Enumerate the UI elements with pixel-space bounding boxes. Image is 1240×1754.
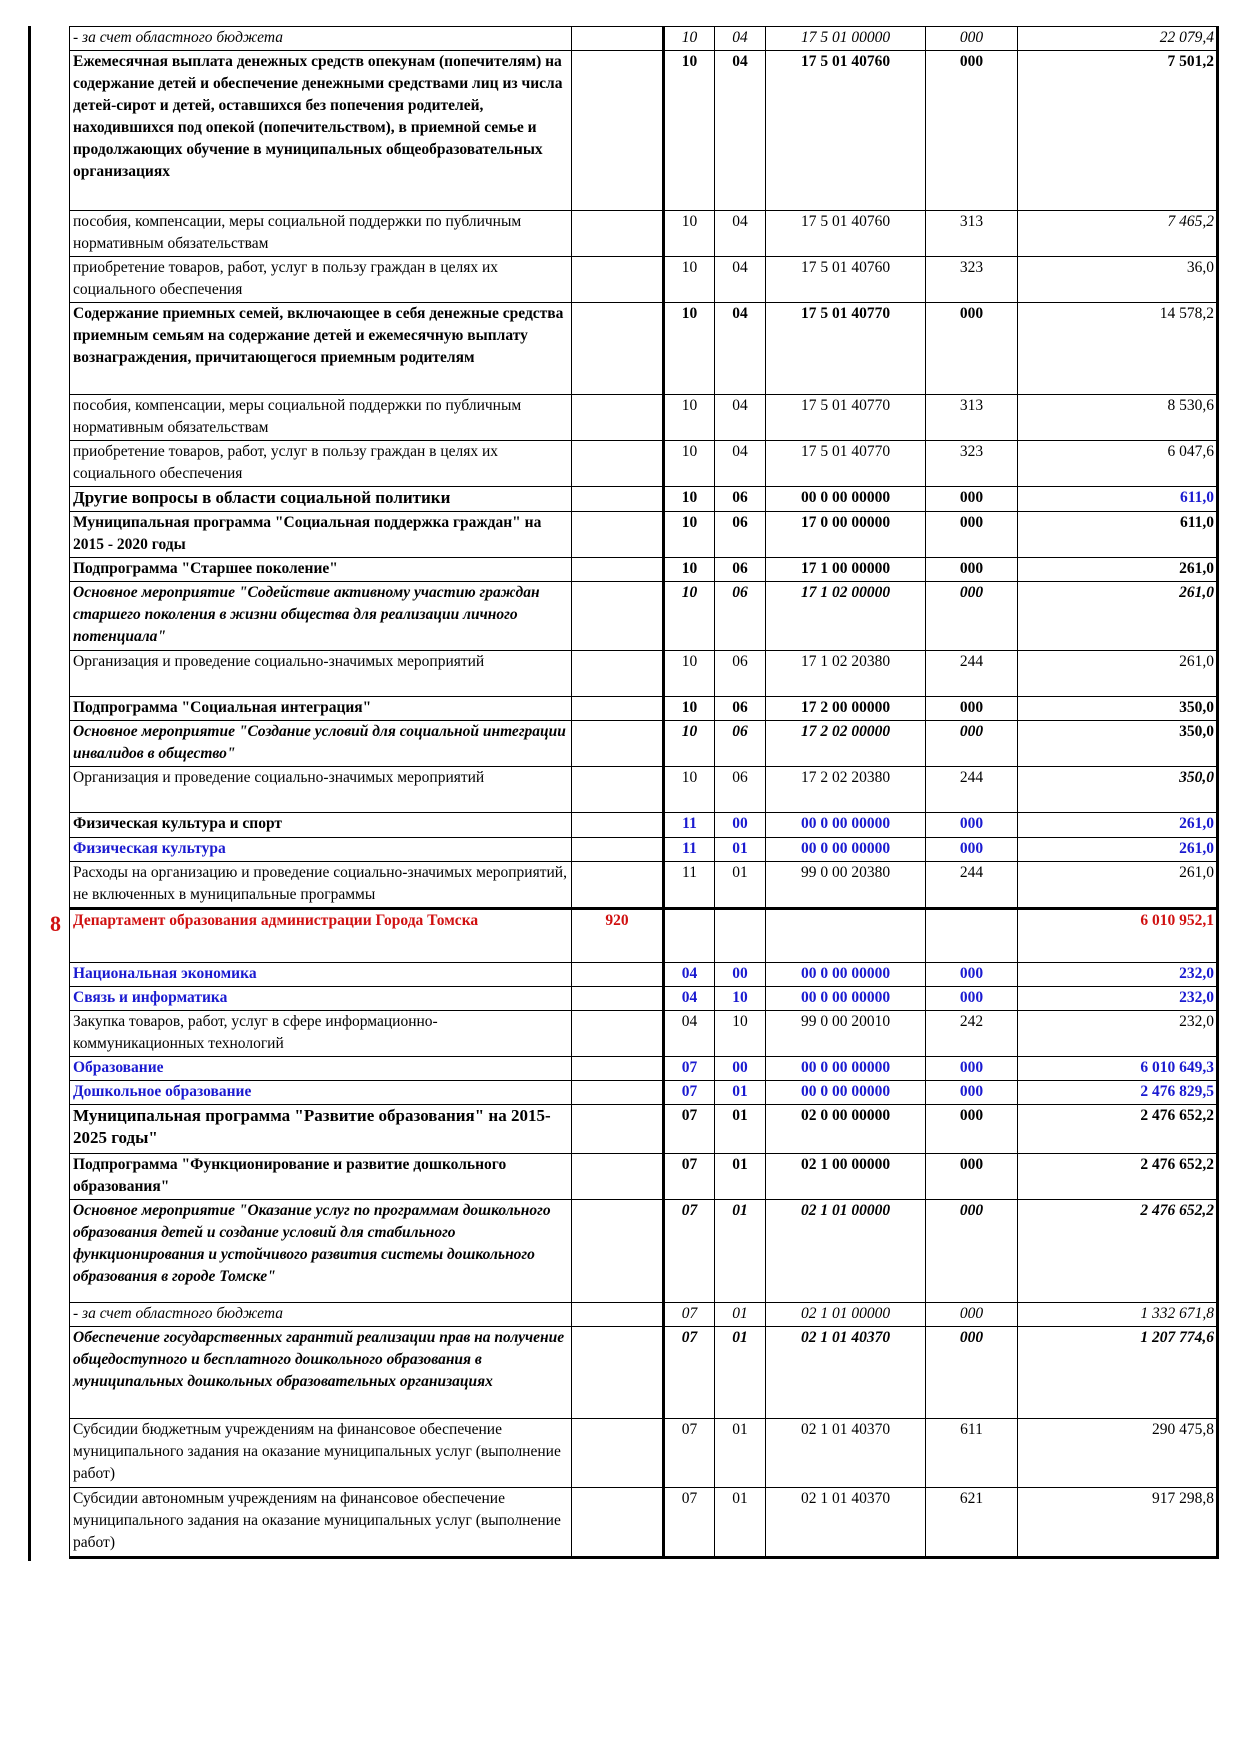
row-vr: 000 <box>926 512 1018 558</box>
row-name: пособия, компенсации, меры социальной поддержки по публичным нормативным обязательствам <box>70 211 572 257</box>
table-row <box>70 813 1218 838</box>
row-pr: 06 <box>715 582 766 651</box>
row-amount: 232,0 <box>1018 963 1218 987</box>
row-pr: 01 <box>715 1303 766 1327</box>
row-ved <box>572 1327 664 1419</box>
row-rz: 10 <box>664 303 715 395</box>
row-pr: 10 <box>715 987 766 1011</box>
row-ved <box>572 1057 664 1081</box>
row-ved <box>572 512 664 558</box>
row-amount: 6 010 649,3 <box>1018 1057 1218 1081</box>
row-rz: 10 <box>664 395 715 441</box>
row-amount: 2 476 652,2 <box>1018 1105 1218 1154</box>
row-csr: 17 2 00 00000 <box>766 697 926 721</box>
table-row <box>70 909 1218 963</box>
row-ved <box>572 1105 664 1154</box>
row-csr: 02 0 00 00000 <box>766 1105 926 1154</box>
row-name: Дошкольное образование <box>70 1081 572 1105</box>
row-pr: 06 <box>715 651 766 697</box>
row-pr: 01 <box>715 1200 766 1303</box>
row-amount: 6 010 952,1 <box>1018 909 1218 963</box>
row-amount: 232,0 <box>1018 987 1218 1011</box>
row-vr <box>926 909 1018 963</box>
row-ved <box>572 51 664 211</box>
table-row <box>70 963 1218 987</box>
row-rz: 10 <box>664 767 715 813</box>
row-name: - за счет областного бюджета <box>70 1303 572 1327</box>
left-margin-rule <box>28 26 31 1561</box>
table-row <box>70 1303 1218 1327</box>
row-pr: 04 <box>715 27 766 51</box>
row-amount: 350,0 <box>1018 767 1218 813</box>
row-vr: 000 <box>926 582 1018 651</box>
row-ved <box>572 767 664 813</box>
table-row <box>70 1154 1218 1200</box>
row-ved: 920 <box>572 909 664 963</box>
row-csr: 99 0 00 20380 <box>766 862 926 909</box>
row-vr: 323 <box>926 257 1018 303</box>
row-amount: 261,0 <box>1018 838 1218 862</box>
row-ved <box>572 838 664 862</box>
row-ved <box>572 1488 664 1558</box>
row-name: Организация и проведение социально-значимых мероприятий <box>70 767 572 813</box>
row-ved <box>572 987 664 1011</box>
row-csr: 00 0 00 00000 <box>766 1057 926 1081</box>
row-ved <box>572 1200 664 1303</box>
row-vr: 000 <box>926 558 1018 582</box>
row-name: Образование <box>70 1057 572 1081</box>
row-vr: 000 <box>926 697 1018 721</box>
row-pr: 00 <box>715 1057 766 1081</box>
row-name: Подпрограмма "Функционирование и развитие дошкольного образования" <box>70 1154 572 1200</box>
row-name: Основное мероприятие "Создание условий для социальной интеграции инвалидов в общество" <box>70 721 572 767</box>
row-rz: 07 <box>664 1057 715 1081</box>
table-row <box>70 987 1218 1011</box>
row-rz: 07 <box>664 1081 715 1105</box>
table-row <box>70 838 1218 862</box>
row-vr: 000 <box>926 987 1018 1011</box>
row-rz: 04 <box>664 1011 715 1057</box>
row-csr: 17 1 02 00000 <box>766 582 926 651</box>
row-amount: 2 476 652,2 <box>1018 1154 1218 1200</box>
table-row <box>70 27 1218 51</box>
row-pr: 06 <box>715 697 766 721</box>
row-rz: 10 <box>664 51 715 211</box>
row-ved <box>572 1419 664 1488</box>
row-amount: 7 501,2 <box>1018 51 1218 211</box>
row-vr: 313 <box>926 395 1018 441</box>
row-amount: 232,0 <box>1018 1011 1218 1057</box>
row-ved <box>572 813 664 838</box>
row-ved <box>572 211 664 257</box>
row-rz: 10 <box>664 512 715 558</box>
row-ved <box>572 441 664 487</box>
row-name: Субсидии бюджетным учреждениям на финансовое обеспечение муниципального задания на оказание муниципальных услуг (выполнение работ) <box>70 1419 572 1488</box>
row-ved <box>572 1081 664 1105</box>
row-vr: 000 <box>926 1081 1018 1105</box>
row-ved <box>572 1303 664 1327</box>
row-csr: 17 0 00 00000 <box>766 512 926 558</box>
row-vr: 000 <box>926 1105 1018 1154</box>
row-amount: 611,0 <box>1018 487 1218 512</box>
row-vr: 611 <box>926 1419 1018 1488</box>
row-pr: 00 <box>715 813 766 838</box>
row-pr: 01 <box>715 1419 766 1488</box>
row-amount: 2 476 829,5 <box>1018 1081 1218 1105</box>
row-vr: 000 <box>926 303 1018 395</box>
table-row <box>70 558 1218 582</box>
row-csr: 17 5 01 40770 <box>766 441 926 487</box>
row-csr: 00 0 00 00000 <box>766 987 926 1011</box>
row-pr: 01 <box>715 1081 766 1105</box>
row-pr: 01 <box>715 1154 766 1200</box>
row-ved <box>572 862 664 909</box>
row-rz: 10 <box>664 257 715 303</box>
row-rz: 10 <box>664 558 715 582</box>
row-vr: 000 <box>926 51 1018 211</box>
row-name: Муниципальная программа "Развитие образования" на 2015-2025 годы" <box>70 1105 572 1154</box>
row-vr: 621 <box>926 1488 1018 1558</box>
row-amount: 261,0 <box>1018 582 1218 651</box>
row-pr: 01 <box>715 1488 766 1558</box>
row-rz: 10 <box>664 582 715 651</box>
row-rz: 07 <box>664 1488 715 1558</box>
table-row <box>70 767 1218 813</box>
row-pr: 06 <box>715 767 766 813</box>
row-ved <box>572 697 664 721</box>
row-pr: 04 <box>715 51 766 211</box>
row-pr: 04 <box>715 211 766 257</box>
row-ved <box>572 395 664 441</box>
row-amount: 6 047,6 <box>1018 441 1218 487</box>
row-vr: 000 <box>926 487 1018 512</box>
row-name: Обеспечение государственных гарантий реализации прав на получение общедоступного и бесплатного дошкольного образования в муниципальных дошкольных образовательных организациях <box>70 1327 572 1419</box>
table-row <box>70 1488 1218 1558</box>
row-name: приобретение товаров, работ, услуг в пользу граждан в целях их социального обеспечения <box>70 441 572 487</box>
row-pr: 01 <box>715 1327 766 1419</box>
row-name: - за счет областного бюджета <box>70 27 572 51</box>
table-row <box>70 487 1218 512</box>
row-vr: 000 <box>926 27 1018 51</box>
row-amount: 2 476 652,2 <box>1018 1200 1218 1303</box>
row-csr: 17 1 02 20380 <box>766 651 926 697</box>
row-ved <box>572 963 664 987</box>
row-rz: 10 <box>664 487 715 512</box>
row-rz: 07 <box>664 1327 715 1419</box>
table-row <box>70 862 1218 909</box>
row-amount: 261,0 <box>1018 651 1218 697</box>
row-csr: 17 2 02 20380 <box>766 767 926 813</box>
row-pr: 04 <box>715 257 766 303</box>
row-amount: 261,0 <box>1018 813 1218 838</box>
row-vr: 244 <box>926 651 1018 697</box>
row-csr <box>766 909 926 963</box>
row-amount: 7 465,2 <box>1018 211 1218 257</box>
row-csr: 99 0 00 20010 <box>766 1011 926 1057</box>
row-amount: 22 079,4 <box>1018 27 1218 51</box>
row-pr <box>715 909 766 963</box>
row-csr: 17 5 01 40770 <box>766 395 926 441</box>
row-pr: 01 <box>715 1105 766 1154</box>
row-pr: 06 <box>715 512 766 558</box>
row-csr: 02 1 01 00000 <box>766 1200 926 1303</box>
row-ved <box>572 1154 664 1200</box>
row-name: пособия, компенсации, меры социальной поддержки по публичным нормативным обязательствам <box>70 395 572 441</box>
row-rz: 11 <box>664 838 715 862</box>
row-csr: 00 0 00 00000 <box>766 487 926 512</box>
row-rz: 10 <box>664 697 715 721</box>
row-name: Физическая культура <box>70 838 572 862</box>
row-rz: 07 <box>664 1419 715 1488</box>
row-csr: 02 1 01 40370 <box>766 1327 926 1419</box>
row-vr: 000 <box>926 1057 1018 1081</box>
row-name: Другие вопросы в области социальной политики <box>70 487 572 512</box>
row-pr: 04 <box>715 303 766 395</box>
row-ved <box>572 558 664 582</box>
table-row <box>70 1011 1218 1057</box>
row-csr: 17 5 01 40760 <box>766 211 926 257</box>
row-amount: 1 332 671,8 <box>1018 1303 1218 1327</box>
row-name: Расходы на организацию и проведение социально-значимых мероприятий, не включенных в муниципальные программы <box>70 862 572 909</box>
row-rz: 07 <box>664 1154 715 1200</box>
row-pr: 04 <box>715 395 766 441</box>
row-vr: 323 <box>926 441 1018 487</box>
row-vr: 000 <box>926 1303 1018 1327</box>
row-ved <box>572 257 664 303</box>
row-csr: 00 0 00 00000 <box>766 1081 926 1105</box>
table-row <box>70 721 1218 767</box>
row-pr: 06 <box>715 558 766 582</box>
row-csr: 17 1 00 00000 <box>766 558 926 582</box>
row-ved <box>572 487 664 512</box>
row-csr: 17 5 01 40760 <box>766 257 926 303</box>
row-csr: 00 0 00 00000 <box>766 963 926 987</box>
row-pr: 06 <box>715 487 766 512</box>
row-name: Закупка товаров, работ, услуг в сфере информационно-коммуникационных технологий <box>70 1011 572 1057</box>
row-name: Подпрограмма "Старшее поколение" <box>70 558 572 582</box>
table-row <box>70 512 1218 558</box>
row-vr: 000 <box>926 838 1018 862</box>
row-amount: 290 475,8 <box>1018 1419 1218 1488</box>
section-number: 8 <box>50 911 61 936</box>
row-ved <box>572 1011 664 1057</box>
table-row <box>70 395 1218 441</box>
row-name: Основное мероприятие "Содействие активному участию граждан старшего поколения в жизни общества для реализации личного потенциала" <box>70 582 572 651</box>
row-ved <box>572 303 664 395</box>
row-rz: 10 <box>664 211 715 257</box>
row-amount: 1 207 774,6 <box>1018 1327 1218 1419</box>
table-row <box>70 1081 1218 1105</box>
row-rz <box>664 909 715 963</box>
row-csr: 17 2 02 00000 <box>766 721 926 767</box>
table-row <box>70 1105 1218 1154</box>
row-rz: 11 <box>664 813 715 838</box>
row-pr: 10 <box>715 1011 766 1057</box>
row-amount: 261,0 <box>1018 862 1218 909</box>
row-rz: 10 <box>664 27 715 51</box>
row-vr: 000 <box>926 963 1018 987</box>
row-name: Муниципальная программа "Социальная поддержка граждан" на 2015 - 2020 годы <box>70 512 572 558</box>
row-name: Содержание приемных семей, включающее в себя денежные средства приемным семьям на содержание детей и ежемесячную выплату вознаграждения, причитающегося приемным родителям <box>70 303 572 395</box>
row-pr: 04 <box>715 441 766 487</box>
table-row <box>70 651 1218 697</box>
row-csr: 02 1 01 40370 <box>766 1419 926 1488</box>
row-name: Департамент образования администрации Города Томска 8 <box>70 909 572 963</box>
row-amount: 36,0 <box>1018 257 1218 303</box>
table-row <box>70 1200 1218 1303</box>
row-rz: 07 <box>664 1105 715 1154</box>
row-pr: 01 <box>715 838 766 862</box>
row-name: приобретение товаров, работ, услуг в пользу граждан в целях их социального обеспечения <box>70 257 572 303</box>
row-amount: 917 298,8 <box>1018 1488 1218 1558</box>
row-vr: 000 <box>926 1327 1018 1419</box>
row-rz: 10 <box>664 441 715 487</box>
row-rz: 10 <box>664 721 715 767</box>
row-ved <box>572 651 664 697</box>
row-ved <box>572 582 664 651</box>
row-name: Субсидии автономным учреждениям на финансовое обеспечение муниципального задания на оказание муниципальных услуг (выполнение работ) <box>70 1488 572 1558</box>
table-row <box>70 211 1218 257</box>
row-name: Национальная экономика <box>70 963 572 987</box>
row-vr: 244 <box>926 767 1018 813</box>
row-name: Физическая культура и спорт <box>70 813 572 838</box>
row-rz: 07 <box>664 1303 715 1327</box>
row-pr: 00 <box>715 963 766 987</box>
row-csr: 17 5 01 00000 <box>766 27 926 51</box>
row-name: Ежемесячная выплата денежных средств опекунам (попечителям) на содержание детей и обеспечение денежными средствами лиц из числа детей-сирот и детей, оставшихся без попечения родителей, находившихся под опекой (попечительством), в приемной семье и продолжающих обучение в муниципальных общеобразовательных организациях <box>70 51 572 211</box>
table-row <box>70 1057 1218 1081</box>
row-rz: 11 <box>664 862 715 909</box>
row-amount: 14 578,2 <box>1018 303 1218 395</box>
row-rz: 07 <box>664 1200 715 1303</box>
row-vr: 242 <box>926 1011 1018 1057</box>
table-row <box>70 51 1218 211</box>
row-csr: 02 1 01 00000 <box>766 1303 926 1327</box>
row-pr: 01 <box>715 862 766 909</box>
budget-table <box>50 26 1219 1559</box>
row-csr: 00 0 00 00000 <box>766 813 926 838</box>
row-amount: 350,0 <box>1018 721 1218 767</box>
row-csr: 17 5 01 40770 <box>766 303 926 395</box>
table-row <box>70 1327 1218 1419</box>
table-row <box>70 697 1218 721</box>
row-name: Основное мероприятие "Оказание услуг по программам дошкольного образования детей и создание условий для стабильного функционирования и устойчивого развития системы дошкольного образования в городе Томске" <box>70 1200 572 1303</box>
row-ved <box>572 27 664 51</box>
row-rz: 04 <box>664 987 715 1011</box>
row-csr: 00 0 00 00000 <box>766 838 926 862</box>
row-ved <box>572 721 664 767</box>
row-rz: 04 <box>664 963 715 987</box>
row-vr: 244 <box>926 862 1018 909</box>
table-row <box>70 441 1218 487</box>
row-amount: 261,0 <box>1018 558 1218 582</box>
row-vr: 000 <box>926 721 1018 767</box>
row-amount: 611,0 <box>1018 512 1218 558</box>
row-amount: 350,0 <box>1018 697 1218 721</box>
row-amount: 8 530,6 <box>1018 395 1218 441</box>
row-name: Связь и информатика <box>70 987 572 1011</box>
row-csr: 17 5 01 40760 <box>766 51 926 211</box>
row-vr: 313 <box>926 211 1018 257</box>
row-rz: 10 <box>664 651 715 697</box>
table-row <box>70 582 1218 651</box>
table-row <box>70 1419 1218 1488</box>
row-name: Организация и проведение социально-значимых мероприятий <box>70 651 572 697</box>
row-vr: 000 <box>926 1200 1018 1303</box>
table-row <box>70 257 1218 303</box>
row-name: Подпрограмма "Социальная интеграция" <box>70 697 572 721</box>
row-pr: 06 <box>715 721 766 767</box>
row-csr: 02 1 00 00000 <box>766 1154 926 1200</box>
table-row <box>70 303 1218 395</box>
row-vr: 000 <box>926 1154 1018 1200</box>
row-vr: 000 <box>926 813 1018 838</box>
row-csr: 02 1 01 40370 <box>766 1488 926 1558</box>
